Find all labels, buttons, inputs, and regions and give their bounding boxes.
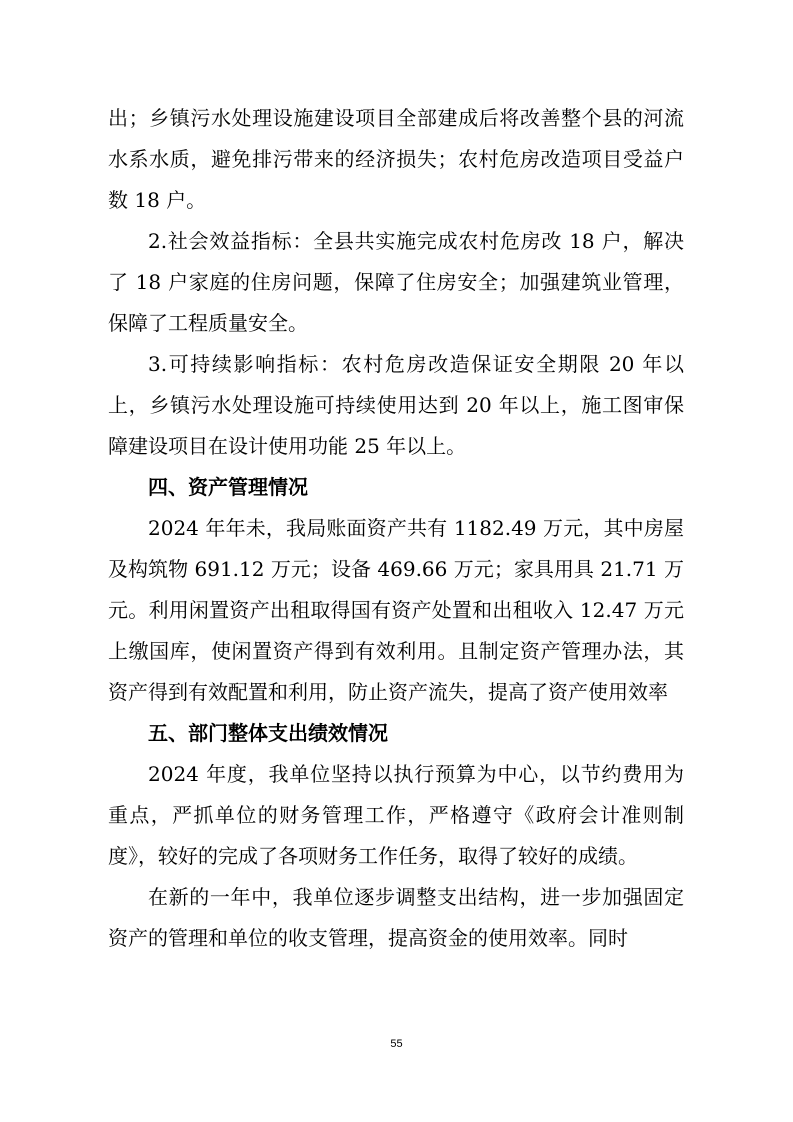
- document-body: [108, 98, 684, 959]
- section-heading-asset-management: 四、资产管理情况: [148, 475, 308, 499]
- paragraph-social-benefit: 2.社会效益指标：全县共实施完成农村危房改 18 户，解决了 18 户家庭的住房问题，保障了住房安全；加强建筑业管理，保障了工程质量安全。: [108, 229, 684, 335]
- paragraph-sustainability: 3.可持续影响指标：农村危房改造保证安全期限 20 年以上，乡镇污水处理设施可持续使用达到 20 年以上，施工图审保障建设项目在设计使用功能 25 年以上。: [108, 352, 684, 458]
- paragraph-benefit-continued: 出；乡镇污水处理设施建设项目全部建成后将改善整个县的河流水系水质，避免排污带来的经济损失；农村危房改造项目受益户数 18 户。: [108, 106, 684, 212]
- section-heading-overall-performance: 五、部门整体支出绩效情况: [148, 721, 388, 745]
- paragraph-asset-management: 2024 年年未，我局账面资产共有 1182.49 万元，其中房屋及构筑物 691.12 万元；设备 469.66 万元；家具用具 21.71 万元。利用闲置资产出租取得国有资产处置和出租收入 12.47 万元上缴国库，使闲置资产得到有效利用。且制定资产管理办法，其资产得到有效配置和利用，防止资产流失，提高了资产使用效率: [108, 516, 684, 704]
- paragraph-overall-performance: 2024 年度，我单位坚持以执行预算为中心，以节约费用为重点，严抓单位的财务管理工作，严格遵守《政府会计准则制度》，较好的完成了各项财务工作任务，取得了较好的成绩。: [108, 762, 684, 868]
- page-number: 55: [390, 1038, 403, 1050]
- paragraph-next-year: 在新的一年中，我单位逐步调整支出结构，进一步加强固定资产的管理和单位的收支管理，提高资金的使用效率。同时: [108, 885, 684, 950]
